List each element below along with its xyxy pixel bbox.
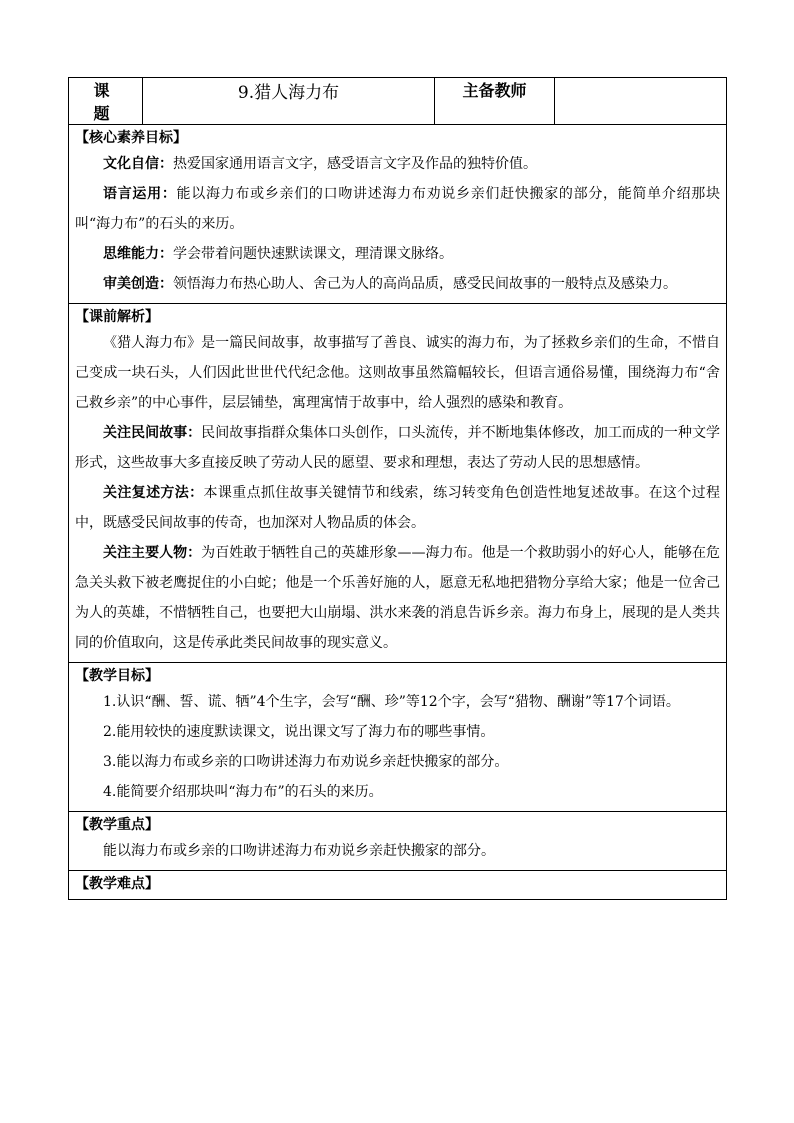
focus-text: 民间故事指群众集体口头创作，口头流传，并不断地集体修改，加工而成的一种文学形式，这些故事大多直接反映了劳动人民的愿望、要求和理想，表达了劳动人民的思想感情。	[75, 425, 721, 471]
key-points-row	[69, 812, 727, 871]
focus-folk-story	[75, 418, 720, 478]
focus-label: 关注复述方法：	[103, 485, 204, 501]
goal-language	[75, 179, 720, 239]
teaching-goal-item: 3.能以海力布或乡亲的口吻讲述海力布劝说乡亲赶快搬家的部分。	[103, 754, 509, 770]
focus-label: 关注民间故事：	[103, 425, 202, 441]
core-goals-cell	[69, 125, 727, 304]
teacher-label: 主备教师	[435, 78, 555, 125]
teaching-goal-item: 2.能用较快的速度默读课文，说出课文写了海力布的哪些事情。	[103, 724, 495, 740]
goal-thinking	[75, 239, 720, 269]
focus-character	[75, 538, 720, 658]
goal-label: 文化自信：	[103, 156, 173, 172]
pre-analysis-title: 【课前解析】	[75, 309, 159, 325]
goal-label: 审美创造：	[103, 276, 173, 292]
teaching-goals-title: 【教学目标】	[75, 668, 159, 684]
header-row	[69, 78, 727, 125]
teacher-value[interactable]	[555, 78, 727, 125]
lesson-plan-table	[68, 77, 727, 900]
teaching-goals-row	[69, 663, 727, 812]
focus-label: 关注主要人物：	[103, 545, 202, 561]
goal-label: 思维能力：	[103, 246, 173, 262]
core-goals-title: 【核心素养目标】	[75, 130, 187, 146]
pre-analysis-row	[69, 304, 727, 663]
pre-analysis-intro: 《猎人海力布》是一篇民间故事，故事描写了善良、诚实的海力布，为了拯救乡亲们的生命，不惜自己变成一块石头，人们因此世世代代纪念他。这则故事虽然篇幅较长，但语言通俗易懂，围绕海力布“舍己救乡亲”的中心事件，层层铺垫，寓理寓情于故事中，给人强烈的感染和教育。	[75, 335, 720, 411]
difficulties-cell	[69, 871, 727, 900]
core-goals-row	[69, 125, 727, 304]
teaching-goal-item: 4.能简要介绍那块叫“海力布”的石头的来历。	[103, 784, 383, 800]
pre-analysis-cell	[69, 304, 727, 663]
goal-aesthetic	[75, 269, 720, 299]
lesson-plan-page	[68, 77, 726, 900]
goal-text: 能以海力布或乡亲们的口吻讲述海力布劝说乡亲们赶快搬家的部分，能简单介绍那块叫“海力布”的石头的来历。	[75, 186, 721, 232]
difficulties-title: 【教学难点】	[75, 876, 159, 892]
difficulties-row	[69, 871, 727, 900]
goal-text: 热爱国家通用语言文字，感受语言文字及作品的独特价值。	[173, 156, 537, 172]
focus-text: 本课重点抓住故事关键情节和线索，练习转变角色创造性地复述故事。在这个过程中，既感受民间故事的传奇，也加深对人物品质的体会。	[75, 485, 720, 531]
key-points-cell	[69, 812, 727, 871]
goal-text: 学会带着问题快速默读课文，理清课文脉络。	[173, 246, 453, 262]
goal-culture	[75, 149, 720, 179]
focus-retelling	[75, 478, 720, 538]
key-points-text: 能以海力布或乡亲的口吻讲述海力布劝说乡亲赶快搬家的部分。	[103, 843, 495, 859]
goal-text: 领悟海力布热心助人、舍己为人的高尚品质，感受民间故事的一般特点及感染力。	[173, 276, 677, 292]
teaching-goal-item: 1.认识“酬、誓、谎、牺”4个生字，会写“酬、珍”等12个字，会写“猎物、酬谢”等17个词语。	[103, 694, 680, 710]
focus-text: 为百姓敢于牺牲自己的英雄形象——海力布。他是一个救助弱小的好心人，能够在危急关头救下被老鹰捉住的小白蛇；他是一个乐善好施的人，愿意无私地把猎物分享给大家；他是一位舍己为人的英雄，不惜牺牲自己，也要把大山崩塌、洪水来袭的消息告诉乡亲。海力布身上，展现的是人类共同的价值取向，这是传承此类民间故事的现实意义。	[75, 545, 721, 651]
topic-label: 课 题	[69, 78, 143, 125]
topic-value: 9.猎人海力布	[143, 78, 435, 125]
teaching-goals-cell	[69, 663, 727, 812]
goal-label: 语言运用：	[103, 186, 177, 202]
key-points-title: 【教学重点】	[75, 817, 159, 833]
